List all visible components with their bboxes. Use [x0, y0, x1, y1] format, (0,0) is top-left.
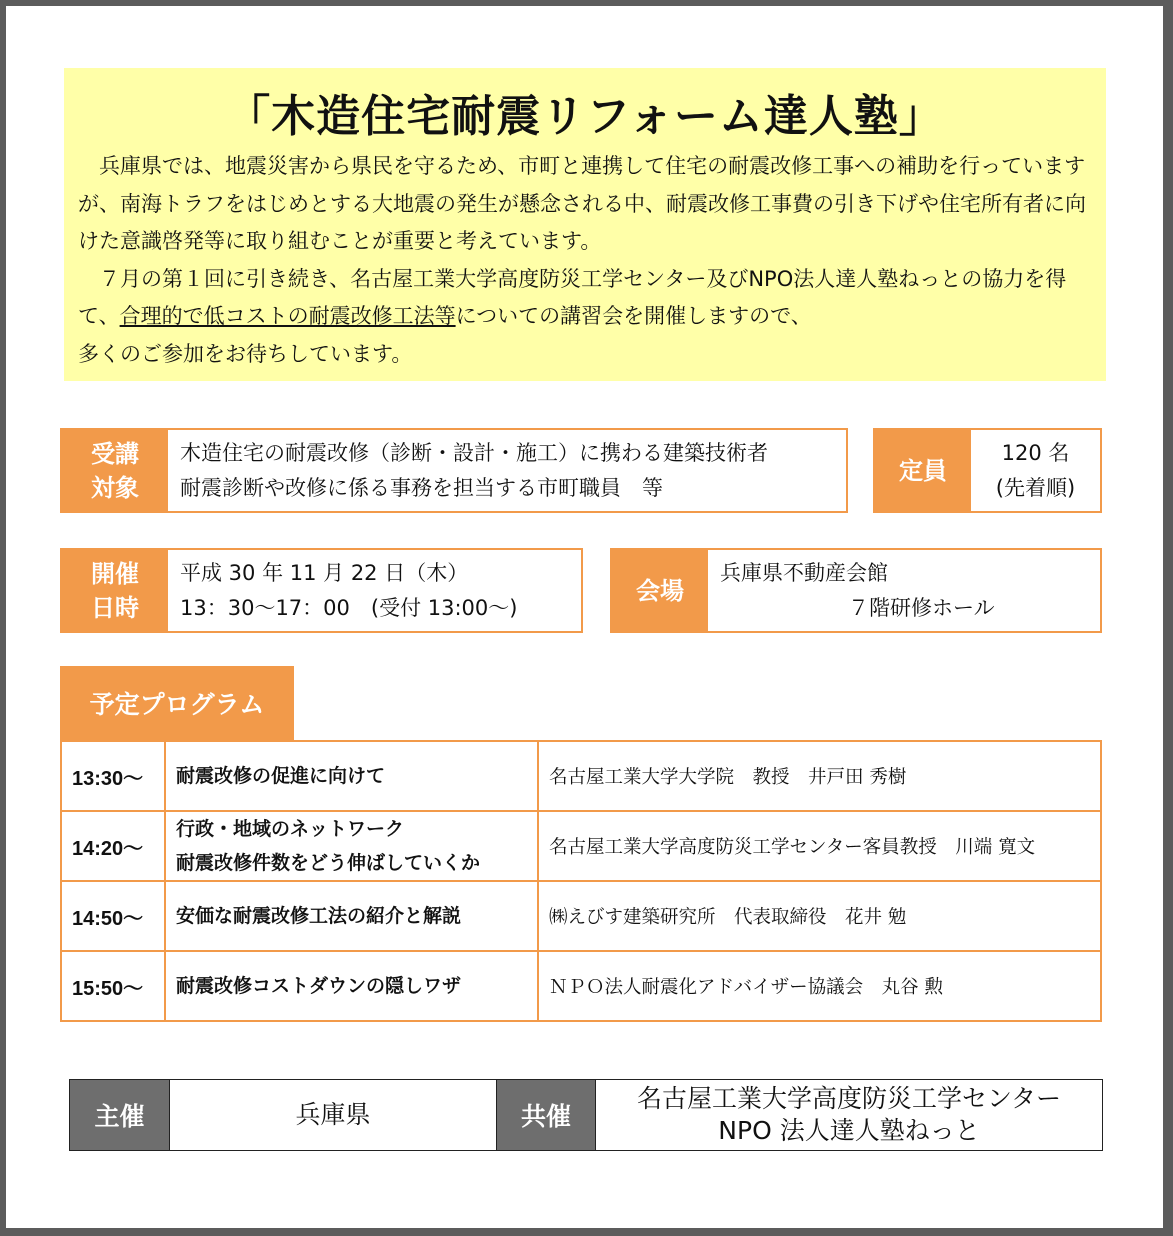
target-label: [62, 430, 168, 511]
program-row: [61, 741, 1101, 811]
program-row: [61, 881, 1101, 951]
target-label-2: 対象: [91, 473, 139, 502]
capacity-box: [873, 428, 1102, 513]
capacity-value: [971, 430, 1100, 511]
program-speaker: 名古屋工業大学高度防災工学センター客員教授 川端 寛文: [538, 811, 1101, 881]
program-time: 14:20～: [61, 811, 165, 881]
intro-paragraph-3: 多くのご参加をお待ちしています。: [78, 341, 413, 366]
program-speaker: ＮＰＯ法人耐震化アドバイザー協議会 丸谷 勲: [538, 951, 1101, 1021]
program-row: [61, 951, 1101, 1021]
co-organizer-label: 共催: [497, 1080, 595, 1150]
program-topic: [165, 811, 538, 881]
program-speaker: 名古屋工業大学大学院 教授 井戸田 秀樹: [538, 741, 1101, 811]
organizer-value: 兵庫県: [169, 1080, 497, 1150]
program-time: 13:30～: [61, 741, 165, 811]
intro-p2-after: についての講習会を開催しますので、: [455, 304, 812, 328]
capacity-label: 定員: [875, 430, 971, 511]
program-table: [60, 740, 1102, 1022]
intro-section: [64, 68, 1106, 381]
venue-line-2: ７階研修ホール: [848, 595, 995, 620]
capacity-line-2: (先着順): [995, 475, 1076, 500]
program-label: 予定プログラム: [60, 666, 294, 740]
target-line-1: 木造住宅の耐震改修（診断・設計・施工）に携わる建築技術者: [180, 440, 768, 465]
datetime-label-2: 日時: [91, 593, 139, 622]
program-topic: [165, 881, 538, 951]
co-organizer-line-1: 名古屋工業大学高度防災工学センター: [636, 1084, 1061, 1113]
program-row: [61, 811, 1101, 881]
program-speaker: ㈱えびす建築研究所 代表取締役 花井 勉: [538, 881, 1101, 951]
datetime-label: [62, 550, 168, 631]
program-topic-line-1: 耐震改修の促進に向けて: [176, 765, 386, 787]
page-title: 「木造住宅耐震リフォーム達人塾」: [226, 91, 944, 142]
flyer-page: [6, 6, 1163, 1228]
target-line-2: 耐震診断や改修に係る事務を担当する市町職員 等: [180, 475, 663, 500]
program-time: 14:50～: [61, 881, 165, 951]
capacity-line-1: 120 名: [1001, 440, 1070, 465]
intro-text: [78, 148, 1098, 373]
program-topic-line-1: 安価な耐震改修工法の紹介と解説: [176, 905, 462, 927]
program-topic-line-2: 耐震改修件数をどう伸ばしていくか: [176, 852, 481, 874]
intro-paragraph-1: 兵庫県では、地震災害から県民を守るため、市町と連携して住宅の耐震改修工事への補助を行っていますが、南海トラフをはじめとする大地震の発生が懸念される中、耐震改修工事費の引き下げや住宅所有者に向けた意識啓発等に取り組むことが重要と考えています。: [78, 154, 1086, 253]
intro-paragraph-2: [78, 261, 1098, 336]
venue-box: [610, 548, 1102, 633]
datetime-box: [60, 548, 583, 633]
target-label-1: 受講: [91, 439, 139, 468]
program-body: [61, 741, 1101, 1021]
venue-line-1: 兵庫県不動産会館: [720, 560, 888, 585]
organizer-label: 主催: [70, 1080, 169, 1150]
target-box: [60, 428, 848, 513]
co-organizer-line-2: NPO 法人達人塾ねっと: [718, 1116, 980, 1145]
datetime-value: [180, 550, 575, 631]
datetime-label-1: 開催: [91, 559, 139, 588]
venue-label: 会場: [612, 550, 708, 631]
intro-p2-before: ７月の第１回に引き続き、名古屋工業大学高度防災工学センター及びNPO法人達人塾ねっとの協力を得て、: [78, 266, 1067, 328]
program-time: 15:50～: [61, 951, 165, 1021]
program-topic-line-1: 行政・地域のネットワーク: [176, 818, 405, 840]
target-value: [180, 430, 838, 511]
datetime-line-1: 平成 30 年 11 月 22 日（木）: [180, 560, 469, 585]
intro-p2-underline: 合理的で低コストの耐震改修工法等: [119, 304, 456, 328]
datetime-line-2: 13：30～17：00 (受付 13:00～): [180, 595, 518, 620]
venue-value: [720, 550, 1094, 631]
organizer-row: [69, 1079, 1103, 1151]
co-organizer-value: [595, 1080, 1102, 1150]
program-topic: [165, 741, 538, 811]
program-topic: [165, 951, 538, 1021]
program-topic-line-1: 耐震改修コストダウンの隠しワザ: [176, 975, 462, 997]
